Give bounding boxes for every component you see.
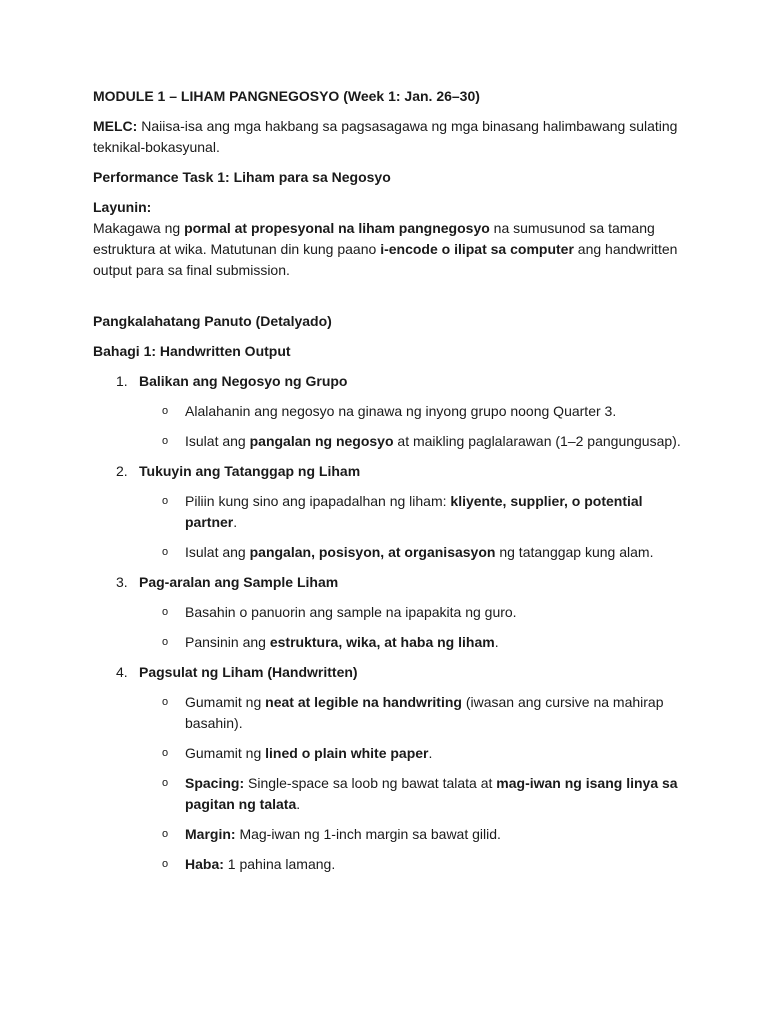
sub-item xyxy=(139,602,683,623)
sub-item xyxy=(139,401,683,422)
bullet-icon: o xyxy=(162,636,169,648)
step-number: 2. xyxy=(116,463,128,479)
bullet-icon: o xyxy=(162,696,169,708)
sub-item xyxy=(139,854,683,875)
sub-item-text: Gumamit ng xyxy=(185,745,266,761)
sub-item-text: (iwasan ang cursive na mahirap basahin). xyxy=(185,694,664,731)
bullet-icon: o xyxy=(162,858,169,870)
sub-item-text: Basahin o panuorin ang sample na ipapakita ng guro. xyxy=(185,604,517,620)
step-number: 1. xyxy=(116,373,128,389)
step-title: Pag-aralan ang Sample Liham xyxy=(139,574,339,590)
sub-item-bold: neat at legible na handwriting xyxy=(265,694,462,710)
bullet-icon: o xyxy=(162,405,169,417)
sub-item xyxy=(139,743,683,764)
melc-text: Naiisa-isa ang mga hakbang sa pagsasagawa ng mga binasang halimbawang sulating teknikal-bokasyunal. xyxy=(93,118,678,155)
sub-item xyxy=(139,431,683,452)
bullet-icon: o xyxy=(162,747,169,759)
sub-item-text: . xyxy=(233,514,238,530)
step-item xyxy=(93,572,683,653)
melc-paragraph xyxy=(93,116,683,158)
step-title: Balikan ang Negosyo ng Grupo xyxy=(139,373,348,389)
sub-item-text: Pansinin ang xyxy=(185,634,270,650)
document-body xyxy=(93,86,683,884)
sub-item xyxy=(139,542,683,563)
sub-item-bold: pangalan, posisyon, at organisasyon xyxy=(249,544,496,560)
layunin-text-3: ang handwritten output para sa final submission. xyxy=(93,241,678,278)
sub-item-text: ng tatanggap kung alam. xyxy=(495,544,654,560)
sub-item-bold: mag-iwan ng isang linya sa pagitan ng talata xyxy=(185,775,678,812)
layunin-paragraph xyxy=(93,218,683,281)
sub-list xyxy=(139,491,683,563)
sub-item xyxy=(139,824,683,845)
bullet-icon: o xyxy=(162,546,169,558)
sub-item-bold: kliyente, supplier, o potential partner xyxy=(185,493,643,530)
performance-task-heading: Performance Task 1: Liham para sa Negosyo xyxy=(93,169,391,185)
step-item xyxy=(93,662,683,875)
sub-item-bold: lined o plain white paper xyxy=(265,745,429,761)
steps-list xyxy=(93,371,683,875)
part1-heading: Bahagi 1: Handwritten Output xyxy=(93,343,291,359)
general-instructions-heading: Pangkalahatang Panuto (Detalyado) xyxy=(93,313,332,329)
layunin-text-1: Makagawa ng xyxy=(93,220,185,236)
layunin-bold-1: pormal at propesyonal na liham pangnegosyo xyxy=(184,220,490,236)
step-number: 4. xyxy=(116,664,128,680)
layunin-text-2: na sumusunod sa tamang estruktura at wika. Matutunan din kung paano xyxy=(93,220,655,257)
melc-label: MELC: xyxy=(93,118,138,134)
sub-item-text: . xyxy=(494,634,499,650)
bullet-icon: o xyxy=(162,435,169,447)
step-item xyxy=(93,371,683,452)
sub-item-text: Single-space sa loob ng bawat talata at xyxy=(244,775,497,791)
sub-list xyxy=(139,692,683,875)
sub-item-bold: Margin: xyxy=(185,826,236,842)
step-number: 3. xyxy=(116,574,128,590)
step-title: Pagsulat ng Liham (Handwritten) xyxy=(139,664,358,680)
sub-item-text: . xyxy=(296,796,301,812)
sub-item xyxy=(139,692,683,734)
bullet-icon: o xyxy=(162,777,169,789)
sub-item-text: Isulat ang xyxy=(185,544,250,560)
sub-item-text: at maikling paglalarawan (1–2 pangungusap). xyxy=(393,433,681,449)
sub-list xyxy=(139,401,683,452)
sub-item-bold: estruktura, wika, at haba ng liham xyxy=(269,634,495,650)
sub-item-text: 1 pahina lamang. xyxy=(223,856,336,872)
sub-item-text: Isulat ang xyxy=(185,433,250,449)
sub-item-text: Alalahanin ang negosyo na ginawa ng inyong grupo noong Quarter 3. xyxy=(185,403,617,419)
sub-item-text: Mag-iwan ng 1-inch margin sa bawat gilid. xyxy=(235,826,501,842)
sub-item xyxy=(139,491,683,533)
bullet-icon: o xyxy=(162,606,169,618)
bullet-icon: o xyxy=(162,495,169,507)
sub-item-text: Piliin kung sino ang ipapadalhan ng liham: xyxy=(185,493,451,509)
sub-item-text: Gumamit ng xyxy=(185,694,266,710)
step-item xyxy=(93,461,683,563)
layunin-bold-2: i-encode o ilipat sa computer xyxy=(380,241,574,257)
sub-item-text: . xyxy=(428,745,433,761)
sub-item-bold: Haba: xyxy=(185,856,224,872)
bullet-icon: o xyxy=(162,828,169,840)
sub-item-bold: pangalan ng negosyo xyxy=(249,433,394,449)
sub-item-bold: Spacing: xyxy=(185,775,245,791)
layunin-heading: Layunin: xyxy=(93,199,152,215)
sub-list xyxy=(139,602,683,653)
sub-item xyxy=(139,632,683,653)
sub-item xyxy=(139,773,683,815)
step-title: Tukuyin ang Tatanggap ng Liham xyxy=(139,463,361,479)
module-title: MODULE 1 – LIHAM PANGNEGOSYO (Week 1: Jan. 26–30) xyxy=(93,88,480,104)
